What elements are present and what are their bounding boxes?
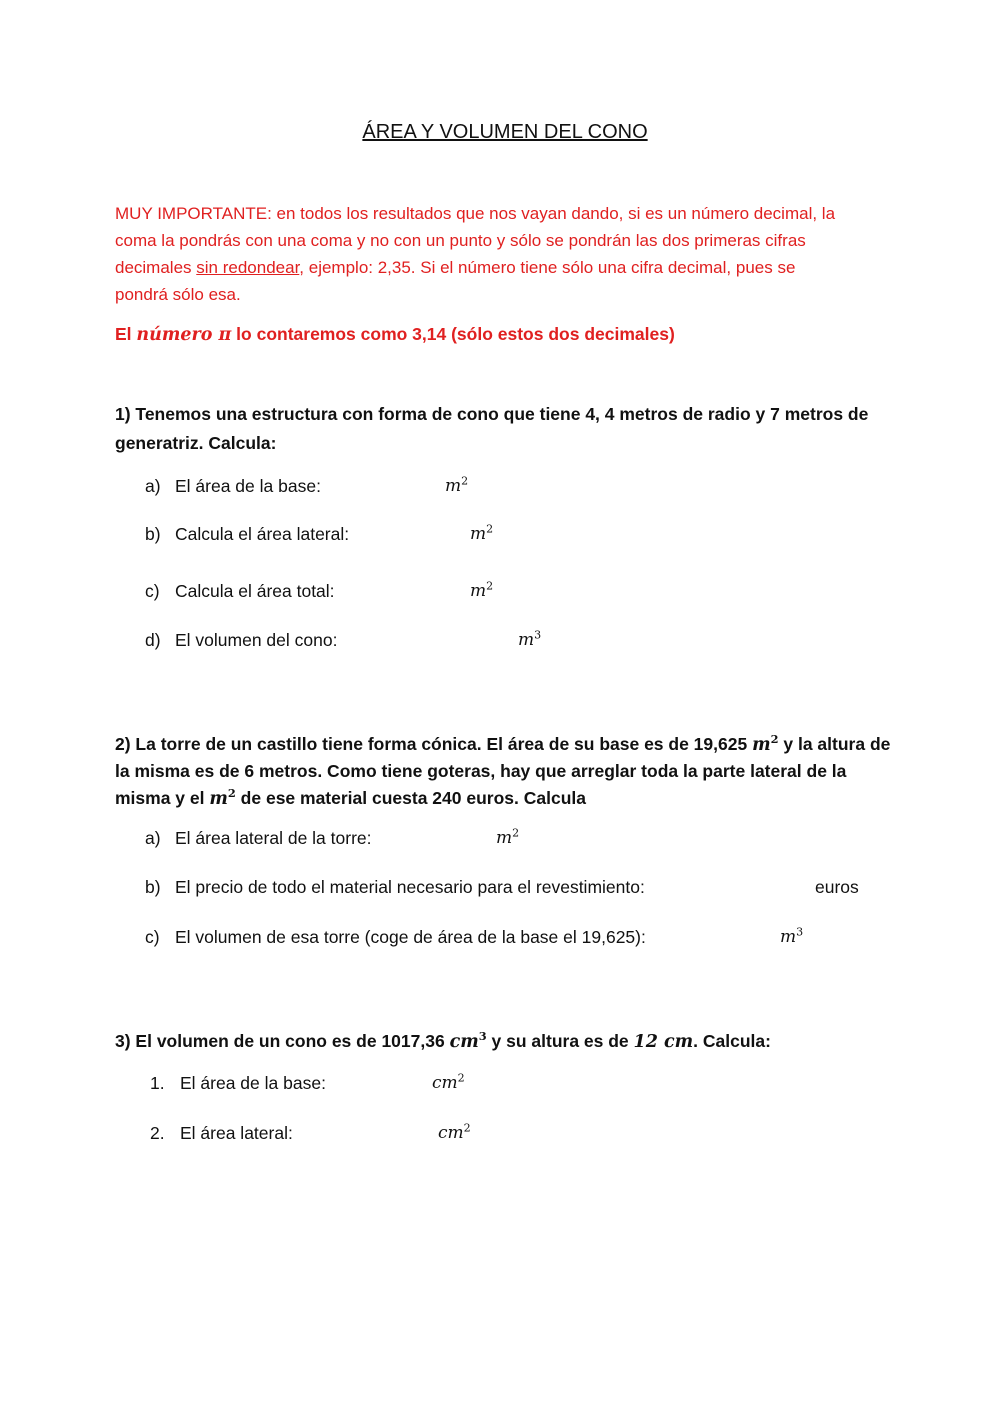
q3-volume-unit: $cm^3$	[449, 1029, 487, 1052]
q1-item-b-text: Calcula el área lateral:	[175, 524, 350, 544]
pi-note	[115, 324, 675, 345]
q2-item-a-marker: a)	[145, 828, 161, 848]
q1-item-b-marker: b)	[145, 524, 161, 544]
warning-line-3	[115, 258, 795, 278]
q1-item-c-unit: $m^2$	[470, 579, 494, 601]
question-1-line-2: generatriz. Calcula:	[115, 433, 277, 453]
q2-item-c-marker: c)	[145, 927, 160, 947]
question-3-line: 3) El volumen de un cono es de 1017,36 $cm^3$ y su altura es de 12 cm. Calcula:	[115, 1029, 771, 1052]
warning-line-3-start: decimales	[115, 258, 197, 277]
q1-item-d-marker: d)	[145, 630, 161, 650]
page-title: ÁREA Y VOLUMEN DEL CONO	[362, 121, 648, 143]
q3-item-1-unit: $cm^2$	[432, 1071, 465, 1093]
q3-item-2-text: El área lateral:	[180, 1123, 293, 1143]
q1-item-c-marker: c)	[145, 581, 160, 601]
q1-item-a-unit: $m^2$	[445, 474, 469, 496]
q1-item-a-marker: a)	[145, 476, 161, 496]
q1-item-c-text: Calcula el área total:	[175, 581, 335, 601]
question-2-line-2: la misma es de 6 metros. Como tiene goteras, hay que arreglar toda la parte lateral de la	[115, 761, 847, 781]
q3-item-1-text: El área de la base:	[180, 1073, 326, 1093]
q1-item-a-text: El área de la base:	[175, 476, 321, 496]
q2-item-c-text: El volumen de esa torre (coge de área de la base el 19,625):	[175, 927, 646, 947]
q3-item-2-marker: 2.	[150, 1123, 165, 1143]
q1-item-d-unit: $m^3$	[518, 628, 542, 650]
q2-item-a-text: El área lateral de la torre:	[175, 828, 372, 848]
warning-line-2: coma la pondrás con una coma y no con un punto y sólo se pondrán las dos primeras cifras	[115, 231, 806, 250]
question-2-line-1: 2) La torre de un castillo tiene forma cónica. El área de su base es de 19,625 $m^2$ y la altura de	[115, 732, 891, 755]
question-2-line-3: misma y el $m^2$ de ese material cuesta 240 euros. Calcula	[115, 786, 587, 809]
pi-note-end: lo contaremos como 3,14 (sólo estos dos decimales)	[231, 324, 675, 344]
warning-line-4: pondrá sólo esa.	[115, 285, 241, 304]
warning-underlined-text: sin redondear	[196, 258, 300, 277]
q2-price-unit: $m^2$	[209, 786, 236, 809]
q3-item-1-marker: 1.	[150, 1073, 165, 1093]
q1-item-d-text: El volumen del cono:	[175, 630, 338, 650]
warning-line-3-end: , ejemplo: 2,35. Si el número tiene sólo una cifra decimal, pues se	[299, 258, 796, 277]
pi-note-math: número π	[136, 325, 232, 345]
q2-item-b-unit: euros	[815, 877, 859, 897]
q3-height: 12 cm	[633, 1032, 694, 1052]
q2-base-unit: $m^2$	[752, 732, 779, 755]
q1-item-b-unit: $m^2$	[470, 522, 494, 544]
warning-line-1: MUY IMPORTANTE: en todos los resultados que nos vayan dando, si es un número decimal, la	[115, 204, 836, 223]
q2-item-a-unit: $m^2$	[496, 826, 520, 848]
q2-item-c-unit: $m^3$	[780, 925, 804, 947]
question-1-line-1: 1) Tenemos una estructura con forma de cono que tiene 4, 4 metros de radio y 7 metros de	[115, 404, 869, 424]
q2-item-b-marker: b)	[145, 877, 161, 897]
q2-item-b-text: El precio de todo el material necesario para el revestimiento:	[175, 877, 645, 897]
pi-note-start: El	[115, 324, 137, 344]
q3-item-2-unit: $cm^2$	[438, 1121, 471, 1143]
